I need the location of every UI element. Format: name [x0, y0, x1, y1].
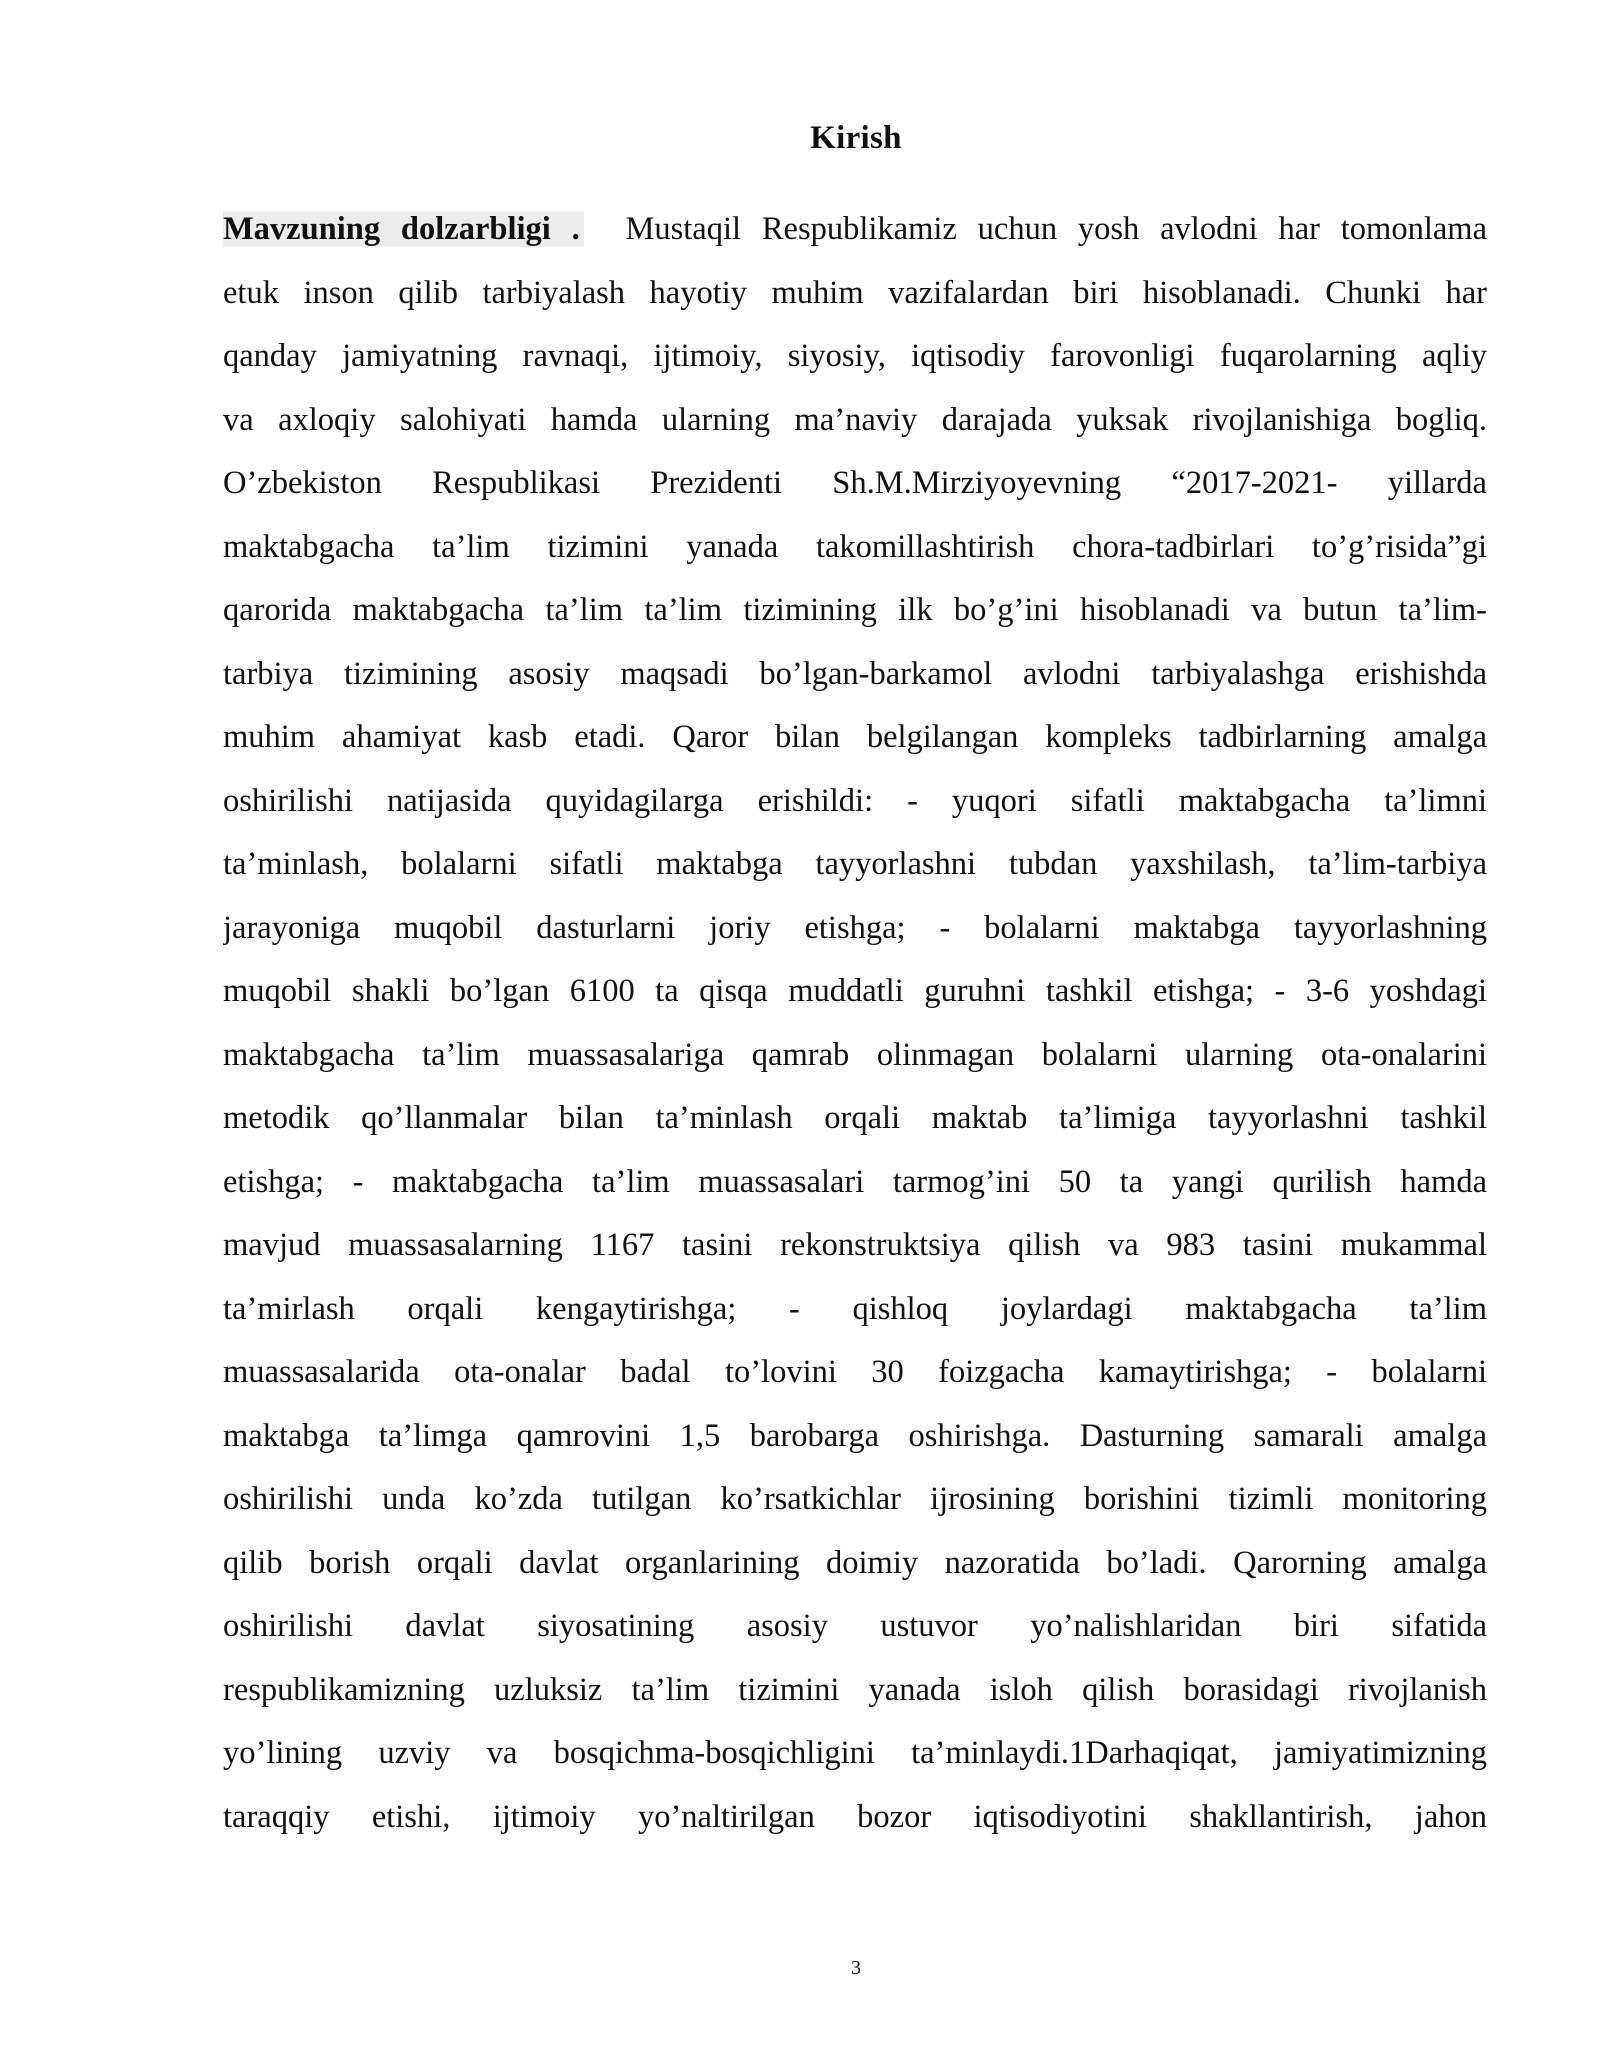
- paragraph-line: O’zbekiston Respublikasi Prezidenti Sh.M.Mirziyoyevning “2017-2021- yillarda: [223, 465, 1487, 501]
- paragraph-line: mavjud muassasalarning 1167 tasini rekonstruktsiya qilish va 983 tasini mukammal: [223, 1227, 1487, 1263]
- section-heading-text: Mavzuning dolzarbligi: [223, 211, 551, 247]
- paragraph-line: yo’lining uzviy va bosqichma-bosqichligini ta’minlaydi.1Darhaqiqat, jamiyatimizning: [223, 1735, 1487, 1771]
- paragraph-line: ta’minlash, bolalarni sifatli maktabga tayyorlashni tubdan yaxshilash, ta’lim-tarbiya: [223, 846, 1487, 882]
- paragraph-line: etuk inson qilib tarbiyalash hayotiy muhim vazifalardan biri hisoblanadi. Chunki har: [223, 274, 1487, 311]
- body-paragraph: [223, 198, 1487, 1849]
- paragraph-line: qarorida maktabgacha ta’lim ta’lim tizimining ilk bo’g’ini hisoblanadi va butun ta’lim-: [223, 592, 1487, 628]
- paragraph-line: jarayoniga muqobil dasturlarni joriy etishga; - bolalarni maktabga tayyorlashning: [223, 909, 1487, 946]
- paragraph-line: va axloqiy salohiyati hamda ularning ma’naviy darajada yuksak rivojlanishiga bogliq.: [223, 401, 1487, 438]
- paragraph-line: muassasalarida ota-onalar badal to’lovini 30 foizgacha kamaytirishga; - bolalarni: [223, 1354, 1487, 1390]
- section-heading: [223, 211, 584, 247]
- paragraph-line: metodik qo’llanmalar bilan ta’minlash orqali maktab ta’limiga tayyorlashni tashkil: [223, 1100, 1487, 1136]
- paragraph-line: qilib borish orqali davlat organlarining doimiy nazoratida bo’ladi. Qarorning amalga: [223, 1544, 1487, 1581]
- page-number: 3: [851, 1957, 861, 1979]
- line-text: Mustaqil Respublikamiz uchun yosh avlodni har tomonlama: [625, 211, 1487, 247]
- paragraph-line: ta’mirlash orqali kengaytirishga; - qishloq joylardagi maktabgacha ta’lim: [223, 1290, 1487, 1327]
- paragraph-line: oshirilishi davlat siyosatining asosiy ustuvor yo’nalishlaridan biri sifatida: [223, 1608, 1487, 1644]
- page-title: Kirish: [810, 120, 902, 156]
- paragraph-line: [223, 198, 1487, 262]
- paragraph-line: respublikamizning uzluksiz ta’lim tizimini yanada isloh qilish borasidagi rivojlanish: [223, 1671, 1487, 1708]
- paragraph-line: maktabgacha ta’lim muassasalariga qamrab olinmagan bolalarni ularning ota-onalarini: [223, 1036, 1487, 1073]
- paragraph-line: maktabga ta’limga qamrovini 1,5 barobarga oshirishga. Dasturning samarali amalga: [223, 1417, 1487, 1454]
- paragraph-line: muqobil shakli bo’lgan 6100 ta qisqa muddatli guruhni tashkil etishga; - 3-6 yoshdagi: [223, 973, 1487, 1009]
- paragraph-line: qanday jamiyatning ravnaqi, ijtimoiy, siyosiy, iqtisodiy farovonligi fuqarolarning aqliy: [223, 338, 1487, 374]
- paragraph-line: muhim ahamiyat kasb etadi. Qaror bilan belgilangan kompleks tadbirlarning amalga: [223, 719, 1487, 755]
- section-heading-separator: .: [550, 211, 580, 247]
- paragraph-line: oshirilishi natijasida quyidagilarga erishildi: - yuqori sifatli maktabgacha ta’limni: [223, 782, 1487, 819]
- paragraph-line: oshirilishi unda ko’zda tutilgan ko’rsatkichlar ijrosining borishini tizimli monitoring: [223, 1481, 1487, 1517]
- paragraph-line: tarbiya tizimining asosiy maqsadi bo’lgan-barkamol avlodni tarbiyalashga erishishda: [223, 655, 1487, 692]
- paragraph-line: etishga; - maktabgacha ta’lim muassasalari tarmog’ini 50 ta yangi qurilish hamda: [223, 1163, 1487, 1200]
- paragraph-line: taraqqiy etishi, ijtimoiy yo’naltirilgan bozor iqtisodiyotini shakllantirish, jahon: [223, 1798, 1487, 1835]
- paragraph-line: maktabgacha ta’lim tizimini yanada takomillashtirish chora-tadbirlari to’g’risida”gi: [223, 528, 1487, 565]
